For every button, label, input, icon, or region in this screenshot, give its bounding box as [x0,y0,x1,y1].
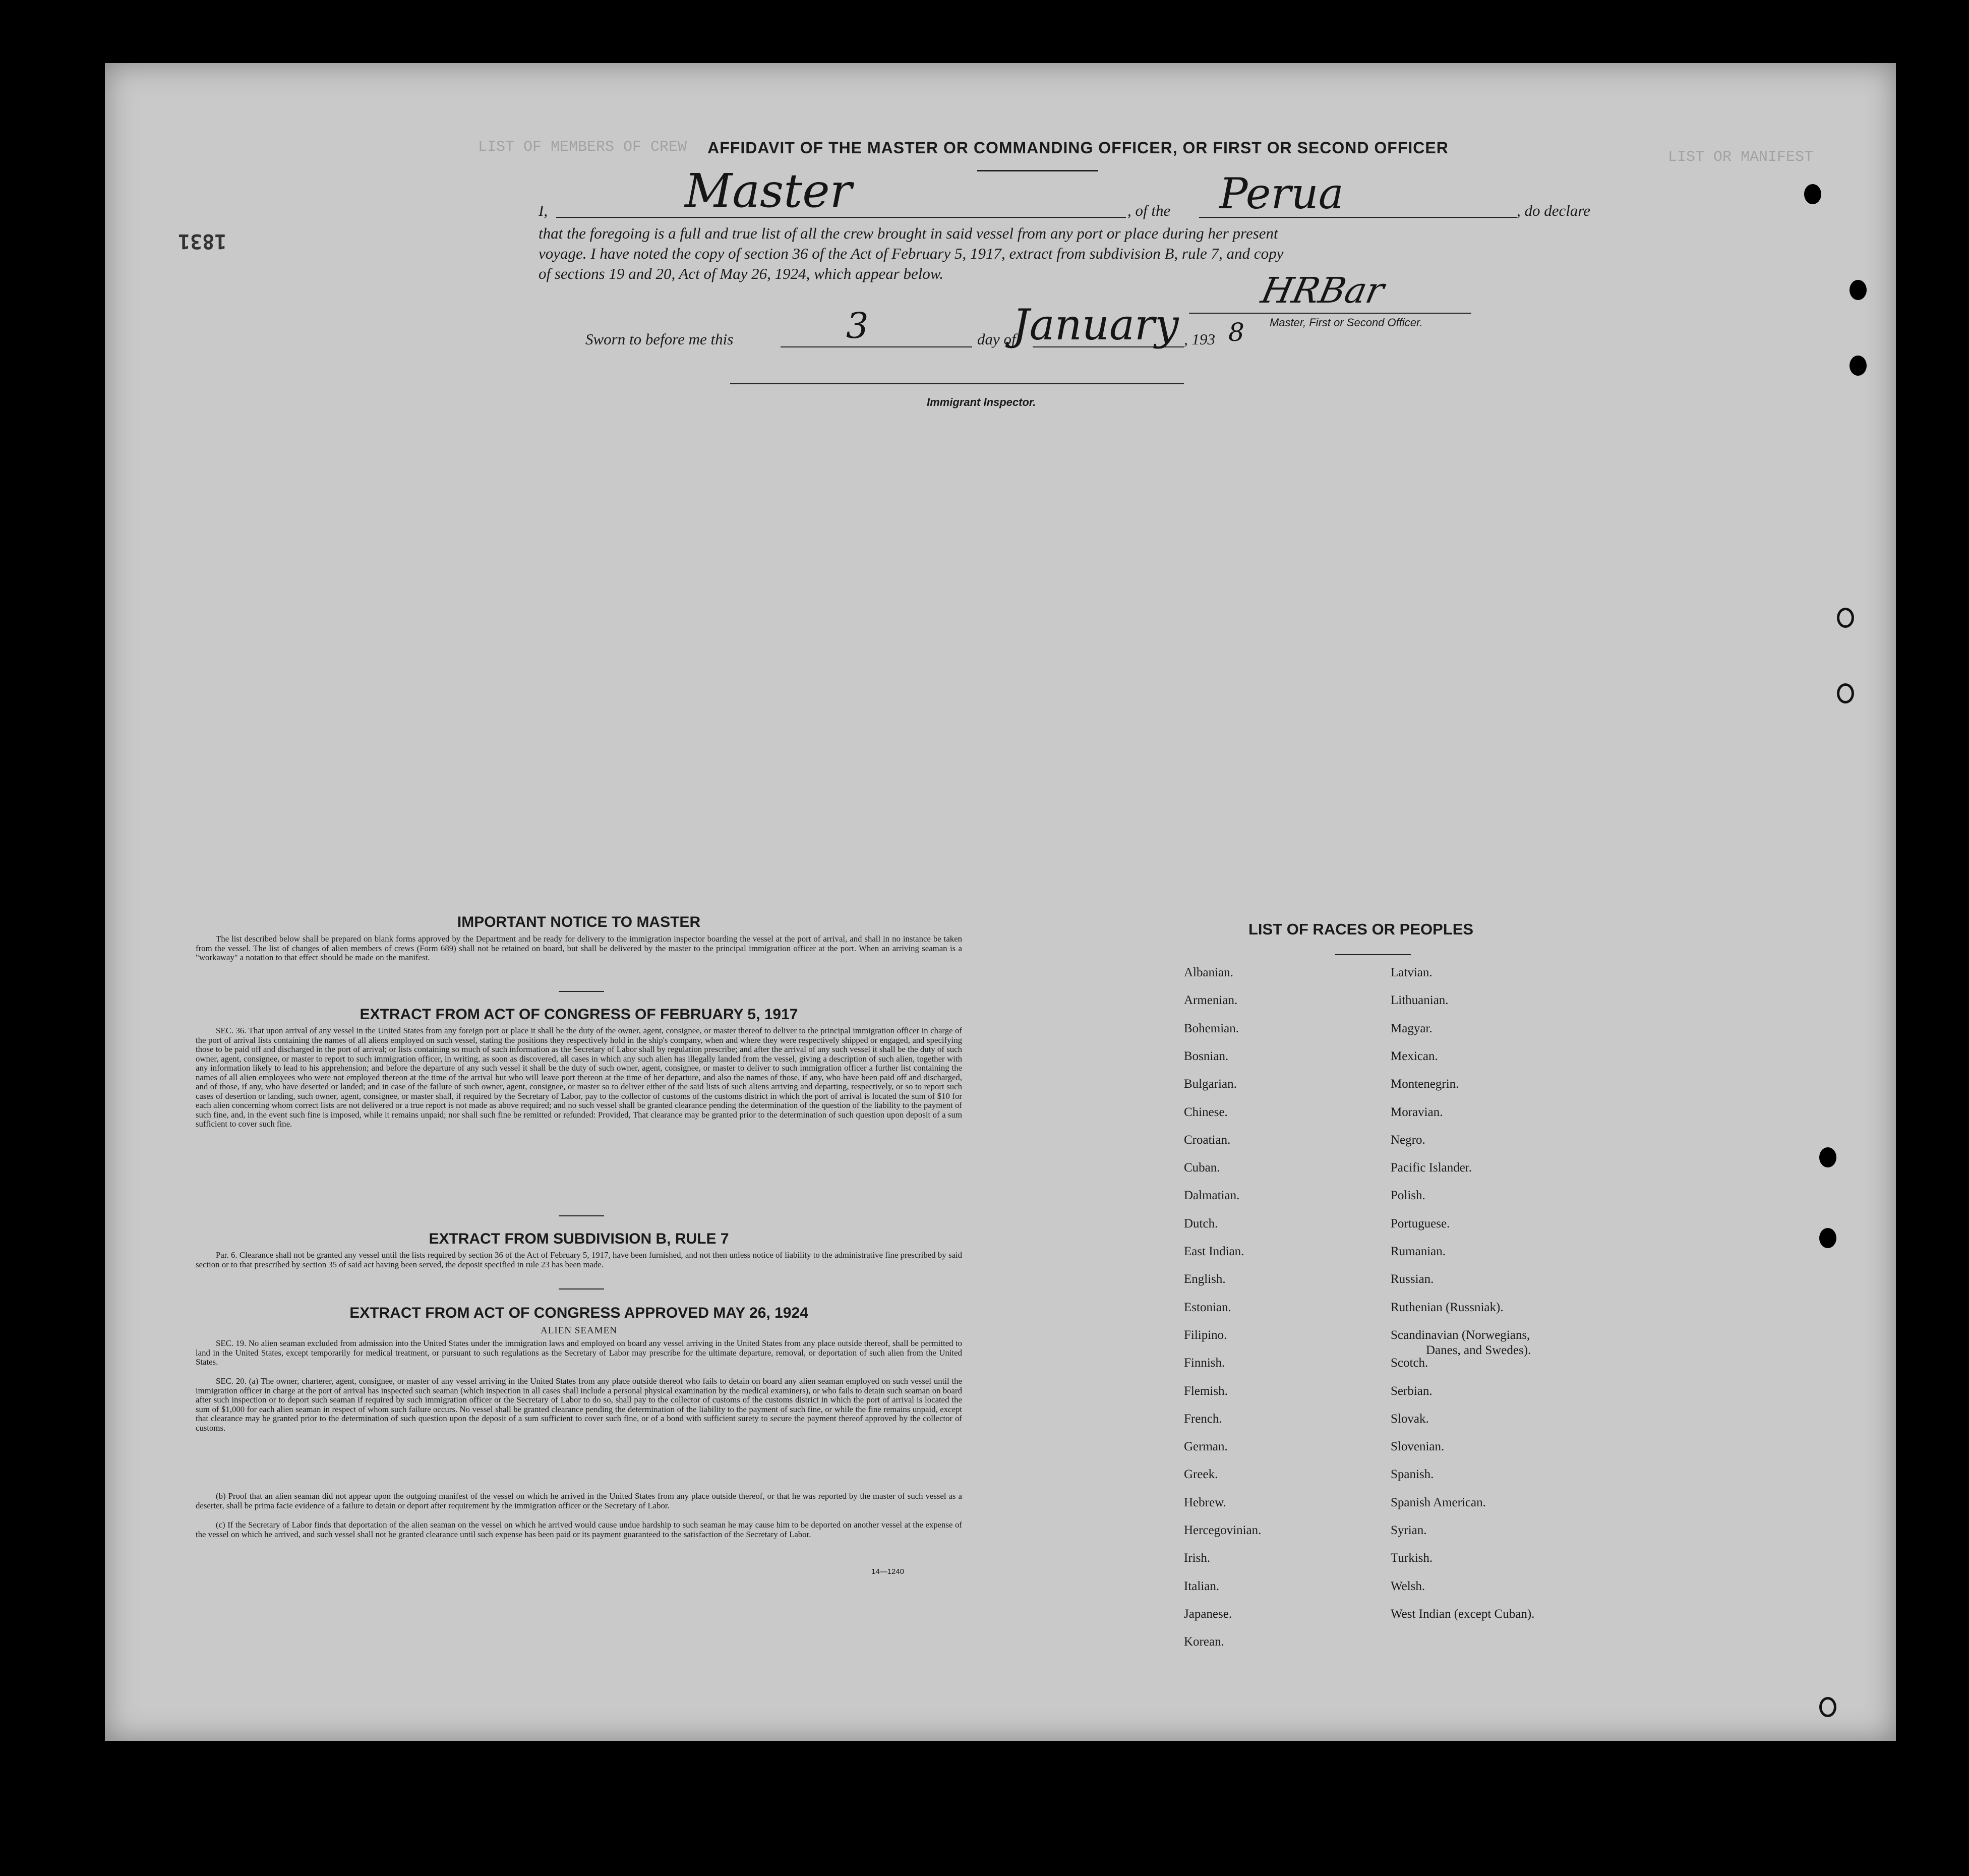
signature-caption: Master, First or Second Officer. [1270,316,1423,329]
race-item: German. [1184,1440,1228,1454]
race-item: Armenian. [1184,993,1238,1008]
race-item: Moravian. [1391,1105,1443,1119]
race-item: Serbian. [1391,1384,1433,1398]
race-item: Montenegrin. [1391,1077,1459,1091]
document-sheet [105,63,1896,1741]
race-item: Polish. [1391,1189,1425,1203]
race-item: Syrian. [1391,1523,1427,1537]
day-line [781,346,972,347]
race-item: East Indian. [1184,1245,1244,1258]
race-item: Magyar. [1391,1021,1433,1035]
races-divider [1335,954,1411,955]
binder-hole [1804,184,1821,204]
affidavit-body-line-3: of sections 19 and 20, Act of May 26, 1924, which appear below. [539,265,944,282]
day-handwritten: 3 [846,305,869,346]
binder-hole [1819,1147,1836,1167]
race-item: Spanish. [1391,1468,1434,1482]
race-item: Croatian. [1184,1133,1231,1147]
notice-text: The list described below shall be prepared on blank forms approved by the Department and be ready for delivery to the immigration inspector boarding the vessel at the port of arrival, and shall in no instance be taken from the vessel. The list of changes of alien members of crews (Form 689) shall not be retained on board, but shall be delivered by the master to the principal immigration officer at the port. When an arriving seaman is a "workaway" a notation to that effect should be made on the manifest. [196,934,962,962]
race-item: Turkish. [1391,1551,1433,1565]
race-item: Lithuanian. [1391,993,1449,1008]
extract-rule7-text: Par. 6. Clearance shall not be granted any vessel until the lists required by section 36 of the Act of February 5, 1917, have been furnished, and not then unless notice of liability to the administrative fine prescribed by said section or to that prescribed by section 35 of said act having been served, the deposit specified in rule 23 has been made. [196,1250,962,1269]
race-item: Finnish. [1184,1356,1225,1370]
race-item: West Indian (except Cuban). [1391,1607,1535,1621]
race-item: Pacific Islander. [1391,1161,1472,1175]
extract-1924-sec20a: SEC. 20. (a) The owner, charterer, agent, consignee, or master of any vessel arriving in the United States from any place outside thereof who fails to detain on board any alien seaman employed on such vessel until the immigration officer in charge at the port of arrival has inspected such seaman (which inspection in all cases shall include a personal physical examination by the medical examiners), or who fails to detain such seaman on board after such inspection or to deport such seaman if required by such immigration officer or the Secretary of Labor to do so, shall pay to the collector of customs of the customs district in which the port of arrival is located the sum of $1,000 for each alien seaman in respect of whom such failure occurs. No vessel shall be granted clearance pending the determination of the liability to the payment of such fine, or while the fine remains unpaid, except that clearance may be granted prior to the determination of such question upon the deposit of a sum sufficient to cover such fine, or of a bond with sufficient surety to secure the payment thereof approved by the collector of customs. [196,1376,962,1433]
races-title: LIST OF RACES OR PEOPLES [1248,920,1474,938]
binder-hole [1849,356,1867,376]
extract-rule7-divider [559,1288,604,1289]
month-handwritten: January [1012,300,1179,349]
race-item: Portuguese. [1391,1216,1450,1230]
sworn-label: Sworn to before me this [585,330,734,348]
race-item: Latvian. [1391,966,1433,979]
race-item: Slovenian. [1391,1440,1445,1454]
race-item: Welsh. [1391,1579,1425,1593]
race-item: Mexican. [1391,1049,1438,1063]
race-item: Greek. [1184,1468,1218,1482]
race-item: Negro. [1391,1133,1425,1147]
race-item: Scotch. [1391,1356,1428,1370]
of-the-label: , of the [1127,202,1171,219]
race-item: Dalmatian. [1184,1189,1240,1203]
extract-1924-sec20c: (c) If the Secretary of Labor finds that deportation of the alien seaman on the vessel on which he arrived would cause undue hardship to such seaman he may cause him to be deported on another vessel at the expense of the vessel on which he arrived, and such vessel shall not be granted clearance until such expense has been paid or its payment guaranteed to the satisfaction of the Secretary of Labor. [196,1520,962,1539]
year-digit-handwritten: 8 [1228,318,1244,347]
race-item: French. [1184,1412,1222,1426]
race-item: Japanese. [1184,1607,1232,1621]
race-item: Albanian. [1184,966,1233,979]
extract-1924-sec19: SEC. 19. No alien seaman excluded from admission into the United States under the immigration laws and employed on board any vessel arriving in the United States from any place outside thereof, shall be permitted to land in the United States, except temporarily for medical treatment, or pursuant to such regulations as the Secretary of Labor may prescribe for the ultimate departure, removal, or deportation of such alien from the United States. [196,1338,962,1367]
race-item: Korean. [1184,1635,1224,1649]
race-item: Slovak. [1391,1412,1429,1426]
binder-hole [1819,1228,1836,1248]
race-item: Ruthenian (Russniak). [1391,1300,1504,1314]
binder-hole [1837,683,1854,704]
binder-hole [1819,1697,1836,1717]
race-item: Bulgarian. [1184,1077,1237,1091]
affidavit-body-line-1: that the foregoing is a full and true list of all the crew brought in said vessel from any port or place during her present [539,224,1278,242]
extract-1917-divider [559,1215,604,1216]
race-item: Hercegovinian. [1184,1523,1262,1537]
race-item: Spanish American. [1391,1495,1486,1509]
notice-title: IMPORTANT NOTICE TO MASTER [457,914,701,930]
race-item: Cuban. [1184,1161,1220,1175]
race-item: Flemish. [1184,1384,1228,1398]
do-declare-label: , do declare [1517,202,1591,219]
day-of-label: day of [977,330,1016,348]
inspector-line [730,383,1184,384]
extract-rule7-title: EXTRACT FROM SUBDIVISION B, RULE 7 [429,1230,729,1247]
title-underline [977,170,1098,171]
race-item: Italian. [1184,1579,1220,1593]
race-item: Filipino. [1184,1328,1227,1342]
race-item: English. [1184,1272,1226,1286]
signature-line [1189,313,1471,314]
binder-hole [1849,280,1867,300]
race-item: Scandinavian (Norwegians, [1391,1328,1530,1342]
extract-1924-sec20b: (b) Proof that an alien seaman did not appear upon the outgoing manifest of the vessel on which he arrived in the United States from any place outside thereof, or that he was reported by the master of such vessel as a deserter, shall be prima facie evidence of a failure to detain or deport after requirement by the immigration officer or the Secretary of Labor. [196,1491,962,1510]
race-item: Dutch. [1184,1216,1218,1230]
affidavit-body-line-2: voyage. I have noted the copy of section 36 of the Act of February 5, 1917, extract from subdivision B, rule 7, and copy [539,245,1284,262]
race-item: Rumanian. [1391,1245,1446,1258]
race-item: Russian. [1391,1272,1434,1286]
race-item: Hebrew. [1184,1495,1226,1509]
race-item: Chinese. [1184,1105,1228,1119]
binder-hole [1837,608,1854,628]
notice-divider [559,991,604,992]
officer-signature: HRBar [1258,270,1388,311]
master-name-handwritten: Master [685,164,852,218]
extract-1924-title: EXTRACT FROM ACT OF CONGRESS APPROVED MAY 26, 1924 [349,1305,808,1321]
race-item: Bosnian. [1184,1049,1229,1063]
affidavit-title: AFFIDAVIT OF THE MASTER OR COMMANDING OFFICER, OR FIRST OR SECOND OFFICER [707,139,1449,157]
extract-1917-text: SEC. 36. That upon arrival of any vessel in the United States from any foreign port or place it shall be the duty of the owner, agent, consignee, or master thereof to deliver to the principal immigration officer in charge of the port of arrival lists containing the names of all aliens employed on such vessel, stating the positions they respectively hold in the ship's company, when and where they were respectively shipped or engaged, and specifying those to be paid off and discharged in the port of arrival; or lists containing so much of such information as the Secretary of Labor shall by regulation prescribe; and after the arrival of any such vessel it shall be the duty of such owner, agent, consignee, or master to report to such immigration officer, in writing, as soon as discovered, all cases in which any such alien has illegally landed from the vessel, giving a description of such alien, together with any information likely to lead to his apprehension; and before the departure of any such vessel it shall be the duty of such owner, agent, consignee, or master to deliver to such immigration officer a further list containing the names of all alien employees who were not employed thereon at the time of the arrival but who will leave port thereon at the time of her departure, and also the names of those, if any, who have been paid off and discharged, and of those, if any, who have deserted or landed; and in case of the failure of such owner, agent, consignee, or master so to deliver either of the said lists of such aliens arriving and departing, respectively, or so to report such cases of desertion or landing, such owner, agent, consignee, or master shall, if required by the Secretary of Labor, pay to the collector of customs of the customs district in which the port of arrival is located the sum of $10 for each alien concerning whom correct lists are not delivered or a true report is not made as above required; and no such vessel shall be granted clearance pending the determination of the question of the liability to the payment of such fine, and, in the event such fine is imposed, while it remains unpaid; nor shall such fine be remitted or refunded: Provided, That clearance may be granted prior to the determination of such question upon deposit of a sum sufficient to cover such fine. [196,1026,962,1129]
vessel-name-handwritten: Perua [1219,169,1344,218]
margin-stamp: 1831 [178,229,227,253]
bleed-through-text: LIST OF MEMBERS OF CREW [478,139,687,156]
form-number: 14—1240 [871,1567,905,1576]
race-item: Irish. [1184,1551,1211,1565]
race-item: Danes, and Swedes). [1426,1343,1531,1357]
alien-seamen-subtitle: ALIEN SEAMEN [541,1325,617,1336]
race-item: Bohemian. [1184,1021,1239,1035]
extract-1917-title: EXTRACT FROM ACT OF CONGRESS OF FEBRUARY 5, 1917 [360,1006,798,1023]
inspector-caption: Immigrant Inspector. [927,396,1036,408]
year-prefix: , 193 [1184,330,1215,348]
i-label: I, [539,202,548,219]
bleed-through-text: LIST OR MANIFEST [1668,149,1814,166]
race-item: Estonian. [1184,1300,1231,1314]
